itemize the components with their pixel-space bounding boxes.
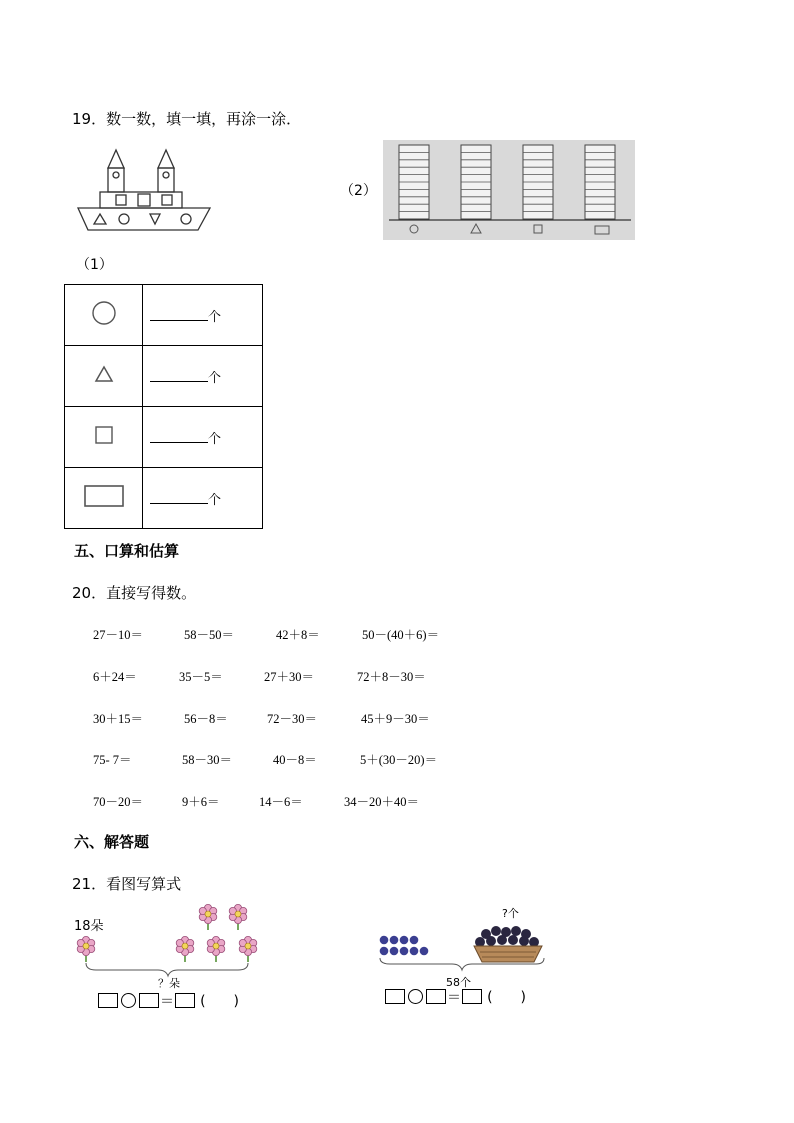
- equation: 72－30＝: [267, 712, 318, 726]
- q19-part2-label: （2）: [340, 183, 377, 199]
- equation: 9＋6＝: [182, 795, 220, 809]
- shape-count-table: [64, 284, 263, 529]
- section6-title: 六、解答题: [74, 833, 150, 851]
- circle-count-blank[interactable]: 个: [143, 285, 263, 346]
- q21-title: 21．看图写算式: [72, 875, 182, 893]
- table-row: [65, 285, 263, 346]
- equation: 45＋9－30＝: [361, 712, 430, 726]
- table-row: [65, 407, 263, 468]
- basket-top-label: ?个: [502, 907, 519, 920]
- operator-circle[interactable]: [121, 993, 136, 1008]
- equation: 30＋15＝: [93, 712, 144, 726]
- equation: 6＋24＝: [93, 670, 137, 684]
- table-row: [65, 468, 263, 529]
- flowers-equation-template: ＝ ( ): [98, 990, 239, 1011]
- flowers-brace-label: ？朵: [158, 977, 180, 990]
- equation: 27＋30＝: [264, 670, 315, 684]
- answer-box[interactable]: [426, 989, 446, 1004]
- circle-icon: [91, 300, 117, 326]
- equation: 50－(40＋6)＝: [362, 628, 440, 642]
- section5-title: 五、口算和估算: [74, 542, 180, 560]
- rectangle-count-blank[interactable]: 个: [143, 468, 263, 529]
- unit-paren[interactable]: ( ): [487, 989, 527, 1006]
- triangle-icon: [93, 364, 115, 384]
- q20-title: 20．直接写得数。: [72, 584, 197, 602]
- equation: 14－6＝: [259, 795, 303, 809]
- equation: 5＋(30－20)＝: [360, 753, 438, 767]
- equation: 27－10＝: [93, 628, 144, 642]
- flowers-figure: [74, 900, 264, 980]
- answer-box[interactable]: [98, 993, 118, 1008]
- equation: 58－50＝: [184, 628, 235, 642]
- table-row: [65, 346, 263, 407]
- equation: 72＋8－30＝: [357, 670, 426, 684]
- equation: 58－30＝: [182, 753, 233, 767]
- operator-circle[interactable]: [408, 989, 423, 1004]
- square-icon: [93, 424, 115, 446]
- answer-box[interactable]: [139, 993, 159, 1008]
- rectangle-icon: [82, 482, 126, 510]
- triangle-count-blank[interactable]: 个: [143, 346, 263, 407]
- coloring-grid-figure: [383, 140, 635, 240]
- q19-title: 19．数一数，填一填，再涂一涂．: [72, 110, 302, 128]
- square-count-blank[interactable]: 个: [143, 407, 263, 468]
- grapes-equation-template: ＝ ( ): [385, 986, 526, 1007]
- equation: 42＋8＝: [276, 628, 320, 642]
- equation: 35－5＝: [179, 670, 223, 684]
- q19-part1-label: （1）: [76, 257, 113, 273]
- answer-box[interactable]: [462, 989, 482, 1004]
- basket-brace-label: 58个: [446, 976, 471, 989]
- boat-figure: [74, 142, 214, 234]
- flowers-top-label: 18朵: [74, 919, 104, 934]
- equation: 34－20＋40＝: [344, 795, 420, 809]
- equation: 70－20＝: [93, 795, 144, 809]
- equation: 56－8＝: [184, 712, 228, 726]
- unit-paren[interactable]: ( ): [200, 993, 240, 1010]
- answer-box[interactable]: [175, 993, 195, 1008]
- equation: 40－8＝: [273, 753, 317, 767]
- answer-box[interactable]: [385, 989, 405, 1004]
- equation: 75- 7＝: [93, 753, 132, 767]
- grapes-figure: [376, 920, 556, 980]
